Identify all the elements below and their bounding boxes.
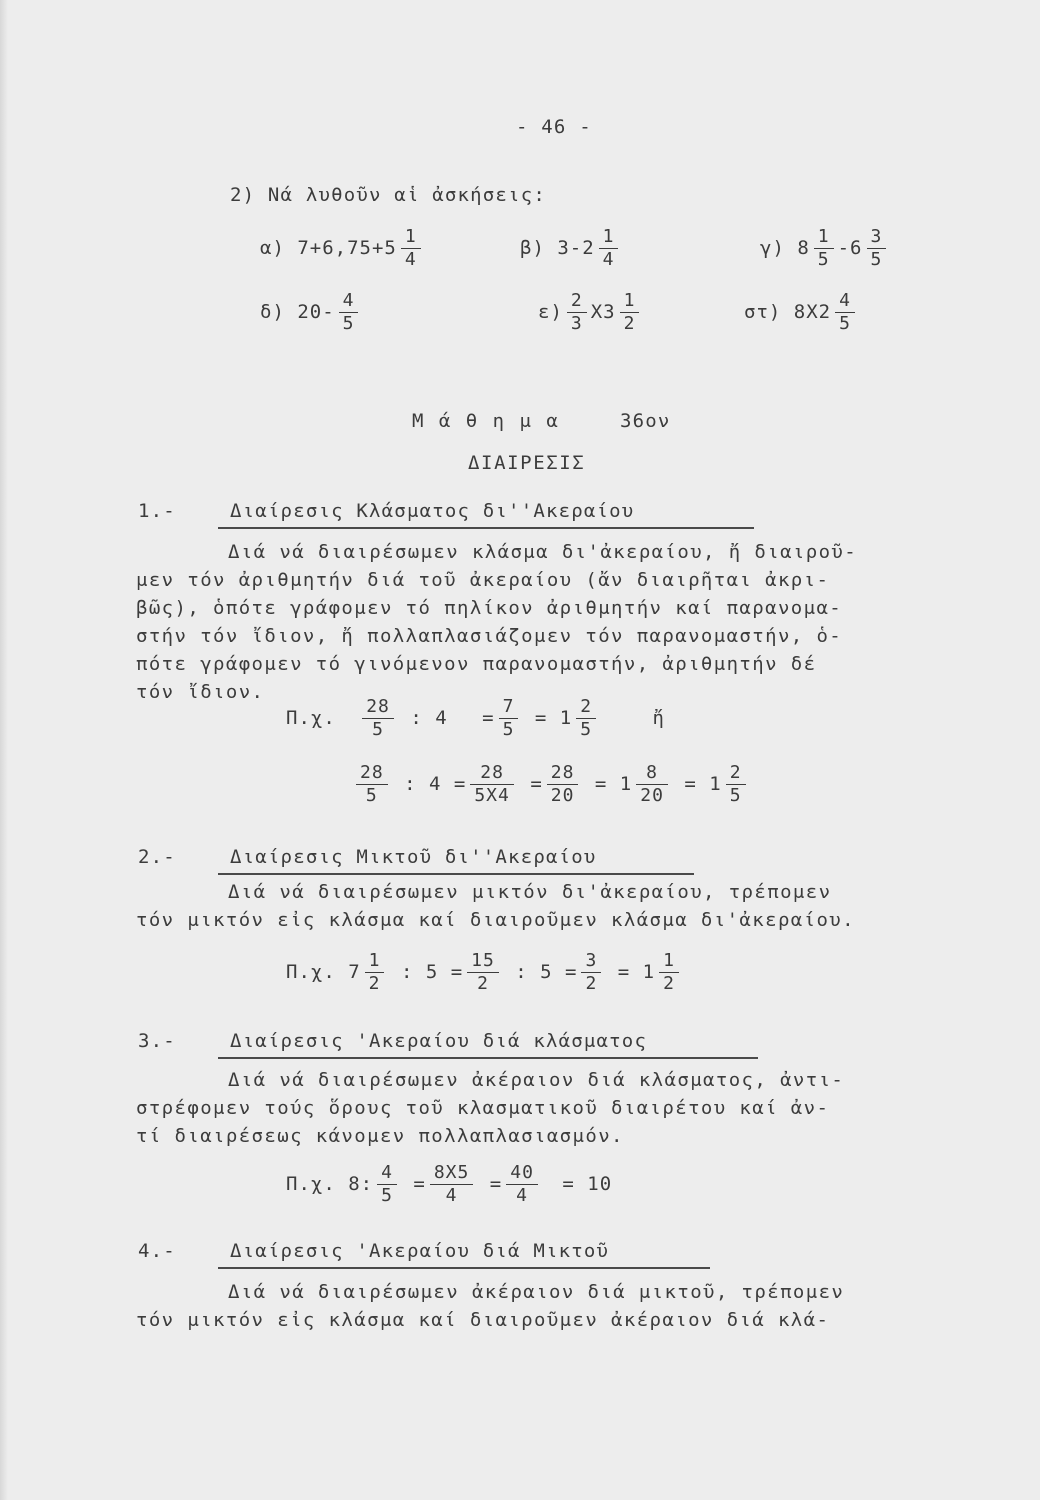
denominator: 4 — [516, 1185, 529, 1206]
fraction — [814, 226, 834, 271]
denominator: 5 — [729, 785, 742, 806]
exercise-c-mid: -6 — [837, 237, 863, 259]
exercise-e — [538, 290, 643, 335]
fraction — [506, 1162, 538, 1207]
text-line: στρέφομεν τούς ὅρους τοῦ κλασματικοῦ διαιρέτου καί ἀν- — [136, 1097, 830, 1119]
fraction — [356, 762, 388, 807]
exercise-b-label: β) 3-2 — [520, 237, 595, 259]
fraction — [470, 762, 514, 807]
numerator: 2 — [576, 696, 596, 719]
exercise-e-mid: Χ3 — [590, 301, 616, 323]
text-line: τί διαιρέσεως κάνομεν πολλαπλασιασμόν. — [136, 1125, 624, 1147]
denominator: 20 — [640, 785, 664, 806]
fraction — [726, 762, 746, 807]
section-1-body — [136, 538, 857, 706]
numerator: 8Χ5 — [430, 1162, 474, 1185]
operator: : 5 = — [515, 961, 578, 983]
section-title-underline — [218, 527, 754, 529]
numerator: 2 — [567, 290, 587, 313]
page-edge-shadow — [0, 0, 8, 1500]
numerator: 1 — [401, 226, 421, 249]
exercise-e-label: ε) — [538, 301, 563, 323]
numerator: 1 — [620, 290, 640, 313]
text-line: Διά νά διαιρέσωμεν κλάσμα δι'ἀκεραίου, ἤ διαιροῦ- — [228, 541, 858, 563]
exercise-a — [260, 226, 425, 271]
numerator: 8 — [636, 762, 668, 785]
numerator: 1 — [659, 950, 679, 973]
numerator: 28 — [547, 762, 579, 785]
lesson-title: Μ ά θ η μ α — [412, 410, 560, 432]
section-title: Διαίρεσις Μικτοῦ δι''Ακεραίου — [230, 846, 597, 868]
example-1-row-1 — [286, 696, 665, 741]
exercise-heading: 2) Νά λυθοῦν αἱ ἀσκήσεις: — [230, 184, 546, 206]
operator: = — [413, 1173, 426, 1195]
denominator: 5 — [372, 719, 384, 740]
numerator: 28 — [362, 696, 394, 719]
text-line: τόν μικτόν εἰς κλάσμα καί διαιροῦμεν ἀκέραιον διά κλά- — [136, 1309, 830, 1331]
fraction — [467, 950, 499, 995]
fraction — [636, 762, 668, 807]
text-line: Διά νά διαιρέσωμεν ἀκέραιον διά κλάσματος, ἀντι- — [228, 1069, 845, 1091]
operator: : 4 = — [404, 773, 467, 795]
page-number: - 46 - — [516, 116, 592, 138]
exercise-f-label: στ) 8Χ2 — [744, 301, 832, 323]
text-line: στήν τόν ἴδιον, ἤ πολλαπλασιάζομεν τόν παρανομαστήν, ὁ- — [136, 625, 843, 647]
fraction — [547, 762, 579, 807]
section-number: 1.- — [138, 500, 176, 522]
numerator: 1 — [599, 226, 619, 249]
numerator: 4 — [339, 290, 359, 313]
section-3-body — [136, 1066, 844, 1150]
denominator: 5 — [817, 249, 830, 270]
fraction — [567, 290, 587, 335]
denominator: 5Χ4 — [474, 785, 510, 806]
fraction — [581, 950, 601, 995]
fraction — [599, 226, 619, 271]
section-number: 2.- — [138, 846, 176, 868]
numerator: 15 — [467, 950, 499, 973]
example-prefix: Π.χ. 7 — [286, 961, 361, 983]
section-4-body — [136, 1278, 844, 1334]
section-title: Διαίρεσις 'Ακεραίου διά Μικτοῦ — [230, 1240, 610, 1262]
example-3 — [286, 1162, 612, 1207]
denominator: 5 — [502, 719, 515, 740]
exercise-c-label: γ) 8 — [760, 237, 810, 259]
lesson-topic: ΔΙΑΙΡΕΣΙΣ — [468, 452, 586, 474]
denominator: 2 — [477, 973, 489, 994]
numerator: 2 — [726, 762, 746, 785]
exercise-b — [520, 226, 622, 271]
section-title-underline — [218, 873, 694, 875]
fraction — [620, 290, 640, 335]
denominator: 5 — [365, 785, 378, 806]
fraction — [430, 1162, 474, 1207]
numerator: 28 — [356, 762, 388, 785]
example-prefix: Π.χ. — [286, 707, 336, 729]
denominator: 20 — [550, 785, 575, 806]
numerator: 1 — [365, 950, 385, 973]
exercise-d-label: δ) 20- — [260, 301, 335, 323]
operator: = 1 — [617, 961, 656, 983]
denominator: 5 — [342, 313, 355, 334]
exercise-d — [260, 290, 362, 335]
text-line: Διά νά διαιρέσωμεν ἀκέραιον διά μικτοῦ, τρέπομεν — [228, 1281, 845, 1303]
operator: = — [489, 1173, 503, 1195]
section-number: 4.- — [138, 1240, 176, 1262]
denominator: 4 — [602, 249, 615, 270]
text-line: Διά νά διαιρέσωμεν μικτόν δι'ἀκεραίου, τρέπομεν — [228, 881, 832, 903]
operator: = 1 — [684, 773, 722, 795]
result: = 10 — [562, 1173, 613, 1195]
fraction — [377, 1162, 397, 1207]
example-2 — [286, 950, 683, 995]
denominator: 2 — [663, 973, 675, 994]
denominator: 5 — [839, 313, 851, 334]
denominator: 5 — [580, 719, 593, 740]
example-prefix: Π.χ. 8: — [286, 1173, 374, 1195]
fraction — [499, 696, 519, 741]
operator: = 1 — [594, 773, 633, 795]
exercise-a-label: α) 7+6,75+5 — [260, 237, 397, 259]
section-title: Διαίρεσις 'Ακεραίου διά κλάσματος — [230, 1030, 648, 1052]
section-title: Διαίρεσις Κλάσματος δι''Ακεραίου — [230, 500, 635, 522]
operator: = — [530, 773, 543, 795]
example-1-row-2 — [352, 762, 750, 807]
numerator: 40 — [506, 1162, 538, 1185]
fraction — [365, 950, 385, 995]
text-line: τόν μικτόν εἰς κλάσμα καί διαιροῦμεν κλάσμα δι'ἀκεραίου. — [136, 909, 855, 931]
fraction — [401, 226, 421, 271]
numerator: 4 — [835, 290, 855, 313]
numerator: 3 — [581, 950, 601, 973]
section-title-underline — [218, 1267, 710, 1269]
fraction — [362, 696, 394, 741]
denominator: 5 — [381, 1185, 393, 1206]
denominator: 5 — [870, 249, 883, 270]
text-line: πότε γράφομεν τό γινόμενον παρανομαστήν, ἀριθμητήν δέ — [136, 653, 817, 675]
section-2-body — [136, 878, 855, 934]
section-title-underline — [218, 1057, 758, 1059]
numerator: 3 — [867, 226, 887, 249]
fraction — [339, 290, 359, 335]
text-line: τόν ἴδιον. — [136, 681, 265, 703]
denominator: 2 — [623, 313, 636, 334]
exercise-c — [760, 226, 890, 271]
fraction — [659, 950, 679, 995]
section-number: 3.- — [138, 1030, 176, 1052]
text-line: βῶς), ὁπότε γράφομεν τό πηλίκον ἀριθμητήν καί παρανομα- — [136, 597, 843, 619]
denominator: 2 — [368, 973, 381, 994]
operator: = 1 — [534, 707, 573, 729]
fraction — [867, 226, 887, 271]
denominator: 3 — [570, 313, 583, 334]
fraction — [576, 696, 596, 741]
numerator: 28 — [470, 762, 514, 785]
denominator: 2 — [585, 973, 598, 994]
lesson-number: 36ον — [620, 410, 671, 432]
fraction — [835, 290, 855, 335]
numerator: 4 — [377, 1162, 397, 1185]
numerator: 7 — [499, 696, 519, 719]
denominator: 4 — [404, 249, 417, 270]
numerator: 1 — [814, 226, 834, 249]
exercise-f — [744, 290, 859, 335]
or-word: ἤ — [652, 707, 665, 729]
text-line: μεν τόν ἀριθμητήν διά τοῦ ἀκεραίου (ἄν διαιρῆται ἀκρι- — [136, 569, 830, 591]
denominator: 4 — [445, 1185, 458, 1206]
operator: : 4 — [410, 707, 448, 729]
operator: = — [482, 707, 495, 729]
operator: : 5 = — [400, 961, 464, 983]
